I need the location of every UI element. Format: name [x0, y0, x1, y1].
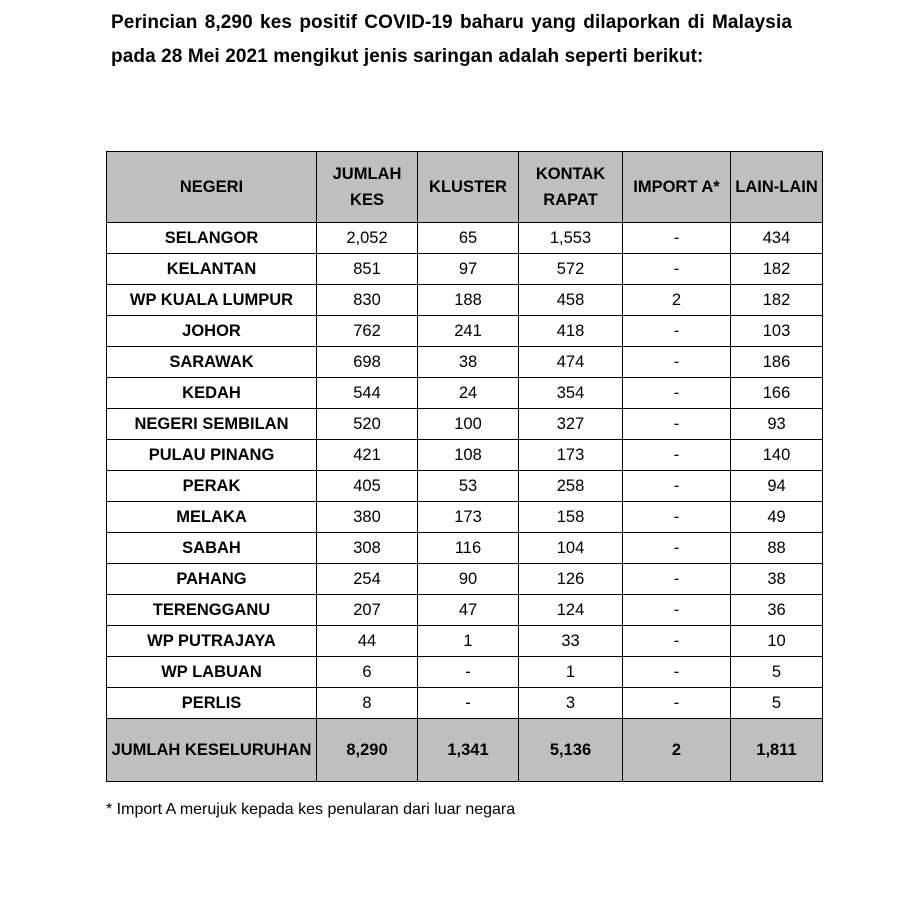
cell-lain-lain: 5	[731, 657, 823, 688]
cell-kontak-rapat: 3	[519, 688, 623, 719]
cell-import-a: -	[623, 657, 731, 688]
cell-jumlah-kes: 44	[317, 626, 418, 657]
cell-jumlah-kes: 308	[317, 533, 418, 564]
total-lain-lain: 1,811	[731, 719, 823, 782]
cell-kluster: 188	[418, 285, 519, 316]
cell-kontak-rapat: 158	[519, 502, 623, 533]
cell-kluster: 47	[418, 595, 519, 626]
cell-jumlah-kes: 405	[317, 471, 418, 502]
total-jumlah-kes: 8,290	[317, 719, 418, 782]
cell-kluster: 108	[418, 440, 519, 471]
cell-kontak-rapat: 572	[519, 254, 623, 285]
column-header-negeri: NEGERI	[107, 152, 317, 223]
cell-jumlah-kes: 520	[317, 409, 418, 440]
table-total-row	[107, 719, 823, 782]
total-kluster: 1,341	[418, 719, 519, 782]
column-header-kluster: KLUSTER	[418, 152, 519, 223]
cell-lain-lain: 182	[731, 285, 823, 316]
cell-jumlah-kes: 421	[317, 440, 418, 471]
cell-negeri: WP PUTRAJAYA	[107, 626, 317, 657]
column-header-jumlah-kes: JUMLAH KES	[317, 152, 418, 223]
cell-import-a: -	[623, 502, 731, 533]
cell-negeri: MELAKA	[107, 502, 317, 533]
cell-import-a: -	[623, 316, 731, 347]
cell-jumlah-kes: 851	[317, 254, 418, 285]
cell-lain-lain: 103	[731, 316, 823, 347]
table-row	[107, 254, 823, 285]
table-row	[107, 657, 823, 688]
cell-jumlah-kes: 380	[317, 502, 418, 533]
cell-kluster: 1	[418, 626, 519, 657]
table-row	[107, 409, 823, 440]
footnote: * Import A merujuk kepada kes penularan dari luar negara	[106, 801, 516, 818]
table-row	[107, 440, 823, 471]
table-row	[107, 471, 823, 502]
table-body	[107, 223, 823, 719]
cell-lain-lain: 186	[731, 347, 823, 378]
cell-negeri: SELANGOR	[107, 223, 317, 254]
cell-negeri: NEGERI SEMBILAN	[107, 409, 317, 440]
cell-import-a: -	[623, 440, 731, 471]
cell-import-a: -	[623, 409, 731, 440]
cell-kluster: 97	[418, 254, 519, 285]
cell-kontak-rapat: 1,553	[519, 223, 623, 254]
cell-kluster: 38	[418, 347, 519, 378]
cell-negeri: PAHANG	[107, 564, 317, 595]
cell-import-a: -	[623, 347, 731, 378]
cell-lain-lain: 10	[731, 626, 823, 657]
cell-negeri: TERENGGANU	[107, 595, 317, 626]
cell-import-a: -	[623, 254, 731, 285]
cell-kontak-rapat: 474	[519, 347, 623, 378]
cell-kluster: 90	[418, 564, 519, 595]
cell-lain-lain: 434	[731, 223, 823, 254]
cell-lain-lain: 49	[731, 502, 823, 533]
cell-kontak-rapat: 327	[519, 409, 623, 440]
table-row	[107, 502, 823, 533]
covid-cases-table	[106, 151, 823, 782]
cell-kontak-rapat: 104	[519, 533, 623, 564]
total-import-a: 2	[623, 719, 731, 782]
cell-jumlah-kes: 762	[317, 316, 418, 347]
cell-jumlah-kes: 8	[317, 688, 418, 719]
cell-kontak-rapat: 418	[519, 316, 623, 347]
cell-lain-lain: 182	[731, 254, 823, 285]
cell-kontak-rapat: 458	[519, 285, 623, 316]
intro-paragraph: Perincian 8,290 kes positif COVID-19 baharu yang dilaporkan di Malaysia pada 28 Mei 2021 mengikut jenis saringan adalah seperti berikut:	[111, 12, 792, 67]
cell-jumlah-kes: 254	[317, 564, 418, 595]
cell-import-a: -	[623, 564, 731, 595]
cell-jumlah-kes: 544	[317, 378, 418, 409]
cell-negeri: SARAWAK	[107, 347, 317, 378]
cell-kluster: 53	[418, 471, 519, 502]
cell-lain-lain: 93	[731, 409, 823, 440]
cell-kluster: 100	[418, 409, 519, 440]
table-row	[107, 688, 823, 719]
cell-kontak-rapat: 33	[519, 626, 623, 657]
cell-import-a: -	[623, 533, 731, 564]
cell-lain-lain: 166	[731, 378, 823, 409]
cell-negeri: PULAU PINANG	[107, 440, 317, 471]
column-header-kontak-rapat: KONTAK RAPAT	[519, 152, 623, 223]
cell-negeri: PERAK	[107, 471, 317, 502]
cell-kluster: -	[418, 688, 519, 719]
cell-kluster: 65	[418, 223, 519, 254]
cell-lain-lain: 140	[731, 440, 823, 471]
cell-jumlah-kes: 2,052	[317, 223, 418, 254]
table-row	[107, 564, 823, 595]
cell-lain-lain: 5	[731, 688, 823, 719]
cell-kontak-rapat: 173	[519, 440, 623, 471]
cell-negeri: KEDAH	[107, 378, 317, 409]
cell-negeri: SABAH	[107, 533, 317, 564]
table-row	[107, 533, 823, 564]
cell-lain-lain: 38	[731, 564, 823, 595]
table-row	[107, 347, 823, 378]
cell-import-a: -	[623, 688, 731, 719]
cell-jumlah-kes: 830	[317, 285, 418, 316]
cell-lain-lain: 88	[731, 533, 823, 564]
table-row	[107, 285, 823, 316]
table-row	[107, 316, 823, 347]
cell-kluster: -	[418, 657, 519, 688]
cell-kontak-rapat: 1	[519, 657, 623, 688]
total-kontak-rapat: 5,136	[519, 719, 623, 782]
cell-kontak-rapat: 126	[519, 564, 623, 595]
cell-kontak-rapat: 258	[519, 471, 623, 502]
table-header-row	[107, 152, 823, 223]
cell-negeri: JOHOR	[107, 316, 317, 347]
cell-import-a: -	[623, 595, 731, 626]
total-label: JUMLAH KESELURUHAN	[107, 719, 317, 782]
cell-kluster: 241	[418, 316, 519, 347]
cell-lain-lain: 94	[731, 471, 823, 502]
cell-import-a: -	[623, 471, 731, 502]
cell-import-a: -	[623, 223, 731, 254]
column-header-import-a: IMPORT A*	[623, 152, 731, 223]
cell-kluster: 173	[418, 502, 519, 533]
cell-import-a: 2	[623, 285, 731, 316]
cell-jumlah-kes: 698	[317, 347, 418, 378]
table-row	[107, 223, 823, 254]
column-header-lain-lain: LAIN-LAIN	[731, 152, 823, 223]
cell-import-a: -	[623, 626, 731, 657]
cell-negeri: KELANTAN	[107, 254, 317, 285]
cell-import-a: -	[623, 378, 731, 409]
cell-kontak-rapat: 354	[519, 378, 623, 409]
cell-negeri: WP KUALA LUMPUR	[107, 285, 317, 316]
cell-jumlah-kes: 6	[317, 657, 418, 688]
cell-negeri: PERLIS	[107, 688, 317, 719]
cell-kontak-rapat: 124	[519, 595, 623, 626]
cell-negeri: WP LABUAN	[107, 657, 317, 688]
cell-kluster: 24	[418, 378, 519, 409]
cell-kluster: 116	[418, 533, 519, 564]
cell-jumlah-kes: 207	[317, 595, 418, 626]
table-row	[107, 626, 823, 657]
cell-lain-lain: 36	[731, 595, 823, 626]
table-row	[107, 595, 823, 626]
table-row	[107, 378, 823, 409]
